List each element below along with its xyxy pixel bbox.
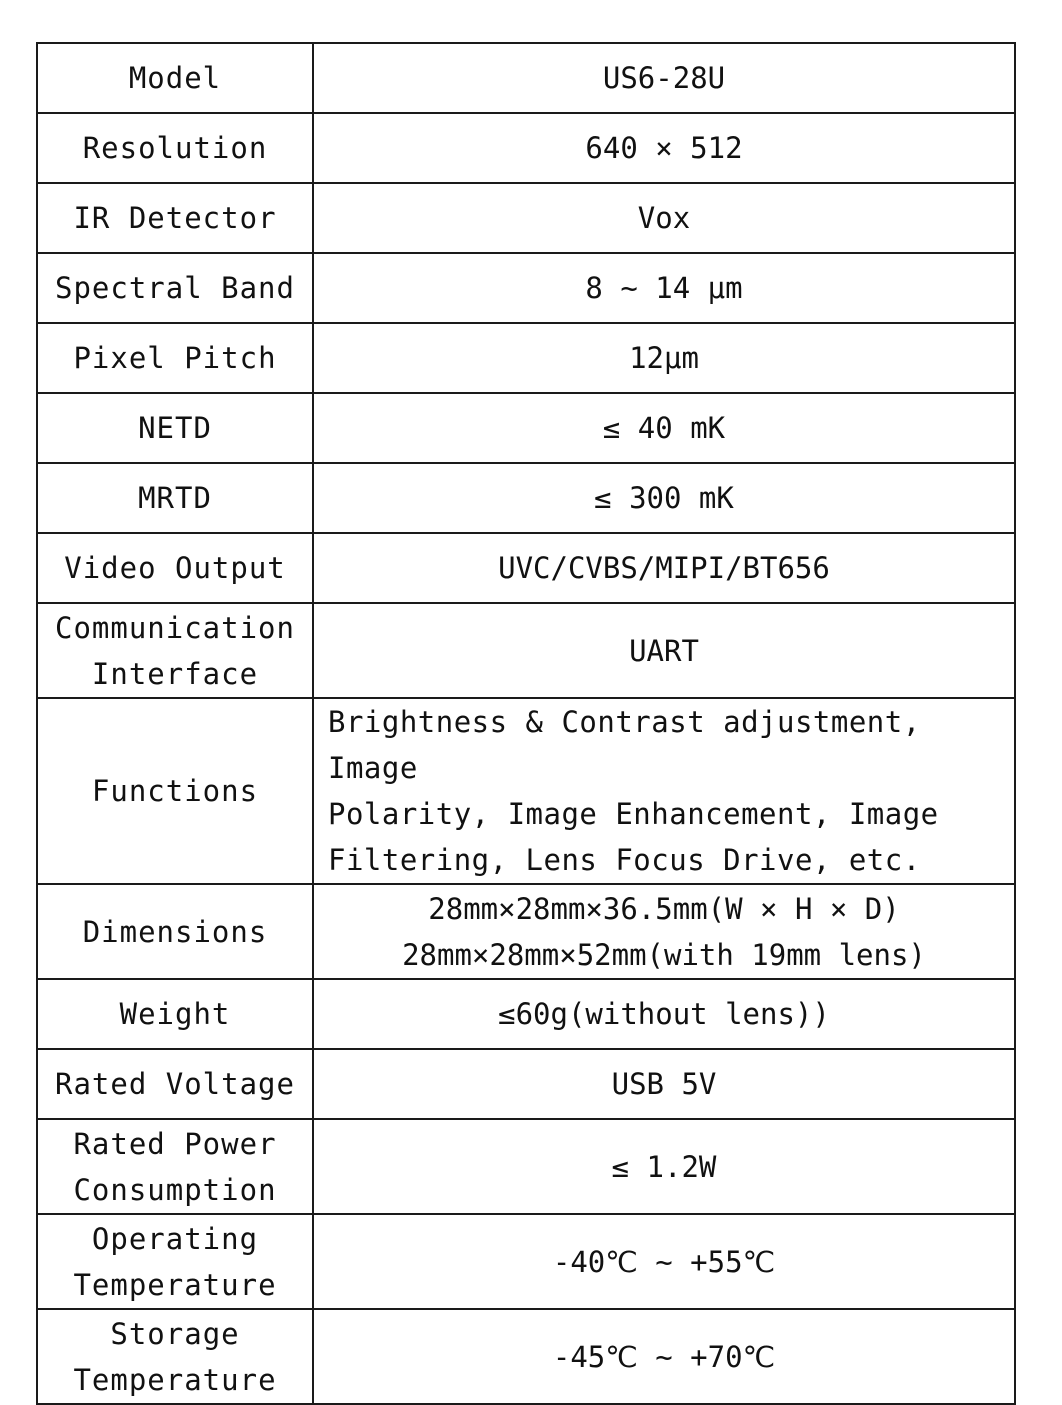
spec-label: Video Output [37, 533, 313, 603]
spec-value: 8 ~ 14 μm [313, 253, 1015, 323]
table-row [37, 183, 1015, 253]
table-row [37, 1049, 1015, 1119]
spec-label: Rated Power Consumption [37, 1119, 313, 1214]
spec-value: UVC/CVBS/MIPI/BT656 [313, 533, 1015, 603]
spec-label: Communication Interface [37, 603, 313, 698]
table-row [37, 979, 1015, 1049]
table-row [37, 323, 1015, 393]
table-row [37, 603, 1015, 698]
spec-value: 28mm×28mm×36.5mm(W × H × D) 28mm×28mm×52mm(with 19mm lens) [313, 884, 1015, 979]
spec-label: Dimensions [37, 884, 313, 979]
spec-label: MRTD [37, 463, 313, 533]
table-row [37, 43, 1015, 113]
spec-value: Brightness & Contrast adjustment, Image Polarity, Image Enhancement, Image Filtering, Lens Focus Drive, etc. [313, 698, 1015, 884]
spec-value: ≤ 300 mK [313, 463, 1015, 533]
table-row [37, 253, 1015, 323]
spec-value: 12μm [313, 323, 1015, 393]
spec-label: Pixel Pitch [37, 323, 313, 393]
table-row [37, 463, 1015, 533]
spec-value: ≤ 40 mK [313, 393, 1015, 463]
spec-value: Vox [313, 183, 1015, 253]
spec-value: US6-28U [313, 43, 1015, 113]
table-row [37, 884, 1015, 979]
spec-label: IR Detector [37, 183, 313, 253]
table-row [37, 113, 1015, 183]
spec-value: UART [313, 603, 1015, 698]
spec-value: USB 5V [313, 1049, 1015, 1119]
table-row [37, 533, 1015, 603]
spec-label: Operating Temperature [37, 1214, 313, 1309]
spec-label: Model [37, 43, 313, 113]
spec-label: NETD [37, 393, 313, 463]
table-row [37, 393, 1015, 463]
spec-label: Spectral Band [37, 253, 313, 323]
spec-value: ≤ 1.2W [313, 1119, 1015, 1214]
spec-label: Resolution [37, 113, 313, 183]
spec-value: -45℃ ~ +70℃ [313, 1309, 1015, 1404]
table-row [37, 1309, 1015, 1404]
spec-label: Storage Temperature [37, 1309, 313, 1404]
spec-label: Weight [37, 979, 313, 1049]
table-row [37, 698, 1015, 884]
spec-table [36, 42, 1016, 1405]
spec-label: Functions [37, 698, 313, 884]
spec-label: Rated Voltage [37, 1049, 313, 1119]
table-row [37, 1214, 1015, 1309]
table-row [37, 1119, 1015, 1214]
spec-value: -40℃ ~ +55℃ [313, 1214, 1015, 1309]
spec-value: ≤60g(without lens)) [313, 979, 1015, 1049]
spec-value: 640 × 512 [313, 113, 1015, 183]
